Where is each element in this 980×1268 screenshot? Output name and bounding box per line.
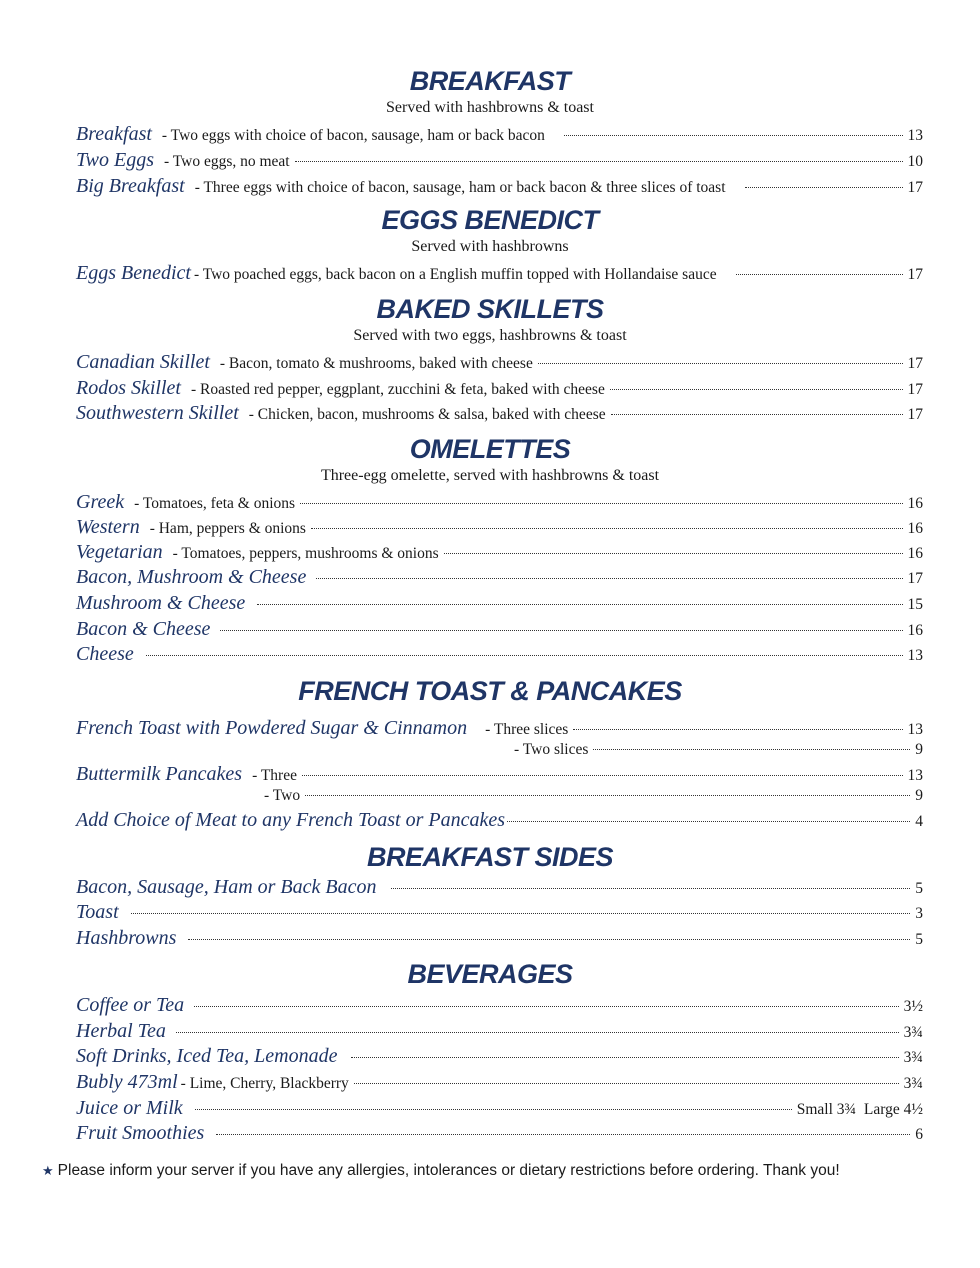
leader-dots [538,363,903,364]
item-option: - Three slices [485,721,569,738]
item-price: 9 [915,741,923,758]
item-name: Soft Drinks, Iced Tea, Lemonade [76,1045,338,1067]
item-price: 15 [907,596,923,613]
menu-item-soft-drinks [76,1044,923,1068]
item-price: 9 [915,787,923,804]
item-description: - Chicken, bacon, mushrooms & salsa, baked with cheese [248,406,606,423]
skillets-subtitle: Served with two eggs, hashbrowns & toast [353,327,627,344]
item-name: Add Choice of Meat to any French Toast or Pancakes [76,809,506,831]
item-name: Western [76,516,140,538]
item-price: 3¾ [903,1049,923,1066]
item-description: - Ham, peppers & onions [149,520,306,537]
leader-dots [195,1109,792,1110]
leader-dots [194,1006,898,1007]
item-description: - Two eggs, no meat [163,153,290,170]
leader-dots [444,553,903,554]
item-name: Mushroom & Cheese [76,592,246,614]
menu-item-cheese [76,642,923,666]
menu-item-pancakes [76,762,923,786]
menu-item-breakfast [76,122,923,146]
menu-item-side-hashbrowns [76,926,923,950]
menu-item-bacon-cheese [76,617,923,641]
skillets-heading: BAKED SKILLETS [376,294,604,324]
leader-dots [220,630,902,631]
item-description: - Two eggs with choice of bacon, sausage, ham or back bacon [161,127,545,144]
item-name: Bubly 473ml [76,1071,178,1093]
menu-item-greek [76,490,923,514]
item-name: Rodos Skillet [76,377,181,399]
item-description: - Tomatoes, peppers, mushrooms & onions [172,545,439,562]
menu-item-side-toast [76,900,923,924]
item-price: 17 [907,179,923,196]
menu-item-coffee-tea [76,993,923,1017]
leader-dots [216,1134,910,1135]
menu-item-side-meat [76,875,923,899]
menu-item-canadian-skillet [76,350,923,374]
menu-item-big-breakfast [76,174,923,198]
breakfast-subtitle: Served with hashbrowns & toast [386,99,594,116]
menu-item-pancakes-two [264,784,923,808]
leader-dots [305,795,910,796]
leader-dots [176,1032,899,1033]
menu-item-mushroom-cheese [76,591,923,615]
leader-dots [573,729,902,730]
item-name: Southwestern Skillet [76,402,239,424]
item-option: - Two slices [514,741,589,758]
item-price: 10 [907,153,923,170]
item-name: Canadian Skillet [76,351,210,373]
item-name: Breakfast [76,123,152,145]
item-price: 3¾ [903,1075,923,1092]
leader-dots [302,775,903,776]
leader-dots [593,749,910,750]
item-price: 6 [915,1126,923,1143]
menu-item-rodos-skillet [76,376,923,400]
leader-dots [610,389,903,390]
item-name: Bacon, Sausage, Ham or Back Bacon [76,876,377,898]
item-name: Buttermilk Pancakes [76,763,243,785]
item-name: Fruit Smoothies [76,1122,205,1144]
item-price: 16 [907,495,923,512]
item-description: - Lime, Cherry, Blackberry [180,1075,349,1092]
item-description: - Tomatoes, feta & onions [134,495,296,512]
menu-item-fruit-smoothies [76,1121,923,1145]
item-price: 17 [907,570,923,587]
item-name: Greek [76,491,125,513]
item-price: 3 [915,905,923,922]
item-description: - Two poached eggs, back bacon on a English muffin topped with Hollandaise sauce [193,266,717,283]
item-name: Bacon, Mushroom & Cheese [76,566,307,588]
item-price: 16 [907,520,923,537]
item-option: - Two [264,787,301,804]
menu-item-french-toast-two [514,738,923,762]
item-price: 17 [907,266,923,283]
menu-item-bacon-mushroom-cheese [76,565,923,589]
leader-dots [354,1083,899,1084]
item-price: 16 [907,545,923,562]
item-price: 13 [907,721,923,738]
item-name: Eggs Benedict [76,262,191,284]
item-name: Juice or Milk [76,1097,183,1119]
item-name: Hashbrowns [76,927,177,949]
omelettes-heading: OMELETTES [409,434,571,464]
item-name: Bacon & Cheese [76,618,211,640]
item-description: - Bacon, tomato & mushrooms, baked with cheese [219,355,533,372]
benedict-heading: EGGS BENEDICT [381,205,599,235]
leader-dots [316,578,902,579]
item-name: Cheese [76,643,134,665]
menu-item-vegetarian [76,540,923,564]
beverages-heading: BEVERAGES [407,959,573,989]
menu-item-southwestern-skillet [76,401,923,425]
leader-dots [564,135,903,136]
benedict-subtitle: Served with hashbrowns [411,238,569,255]
menu-item-bubly [76,1070,923,1094]
item-price: 5 [915,931,923,948]
breakfast-heading: BREAKFAST [409,66,571,96]
leader-dots [295,161,903,162]
leader-dots [257,604,902,605]
item-description: - Roasted red pepper, eggplant, zucchini & feta, baked with cheese [190,381,605,398]
item-price: 16 [907,622,923,639]
menu-item-french-toast [76,716,923,740]
leader-dots [311,528,903,529]
item-price: 5 [915,880,923,897]
leader-dots [391,888,911,889]
item-description: - Three eggs with choice of bacon, sausage, ham or back bacon & three slices of toast [194,179,726,196]
item-name: Two Eggs [76,149,154,171]
sides-heading: BREAKFAST SIDES [366,842,614,872]
leader-dots [351,1057,898,1058]
leader-dots [611,414,903,415]
item-name: Vegetarian [76,541,163,563]
leader-dots [300,503,902,504]
allergy-note [42,1160,942,1182]
menu-item-two-eggs [76,148,923,172]
menu-item-add-meat [76,808,923,832]
leader-dots [736,274,903,275]
item-name: French Toast with Powdered Sugar & Cinnamon [76,717,468,739]
omelettes-subtitle: Three-egg omelette, served with hashbrowns & toast [320,467,660,484]
leader-dots [507,821,910,822]
item-price: 17 [907,381,923,398]
allergy-note-text: Please inform your server if you have any allergies, intolerances or dietary restrictions before ordering. Thank you! [57,1162,840,1179]
leader-dots [188,939,910,940]
leader-dots [131,913,911,914]
item-price: 17 [907,355,923,372]
item-price: 13 [907,647,923,664]
item-price: 4 [915,813,923,830]
item-name: Herbal Tea [76,1020,166,1042]
leader-dots [745,187,903,188]
item-option: - Three [252,767,297,784]
menu-item-western [76,515,923,539]
item-price: 3½ [903,998,923,1015]
item-price: 13 [907,767,923,784]
item-name: Big Breakfast [76,175,185,197]
menu-item-eggs-benedict [76,261,923,285]
menu-item-juice-milk [76,1096,923,1120]
star-icon: ★ [42,1163,54,1178]
item-price: Small 3¾ Large 4½ [796,1101,923,1118]
item-name: Coffee or Tea [76,994,185,1016]
french-toast-heading: FRENCH TOAST & PANCAKES [298,676,682,706]
item-price: 17 [907,406,923,423]
item-price: 3¾ [903,1024,923,1041]
item-name: Toast [76,901,119,923]
item-price: 13 [907,127,923,144]
menu-item-herbal-tea [76,1019,923,1043]
leader-dots [146,655,903,656]
